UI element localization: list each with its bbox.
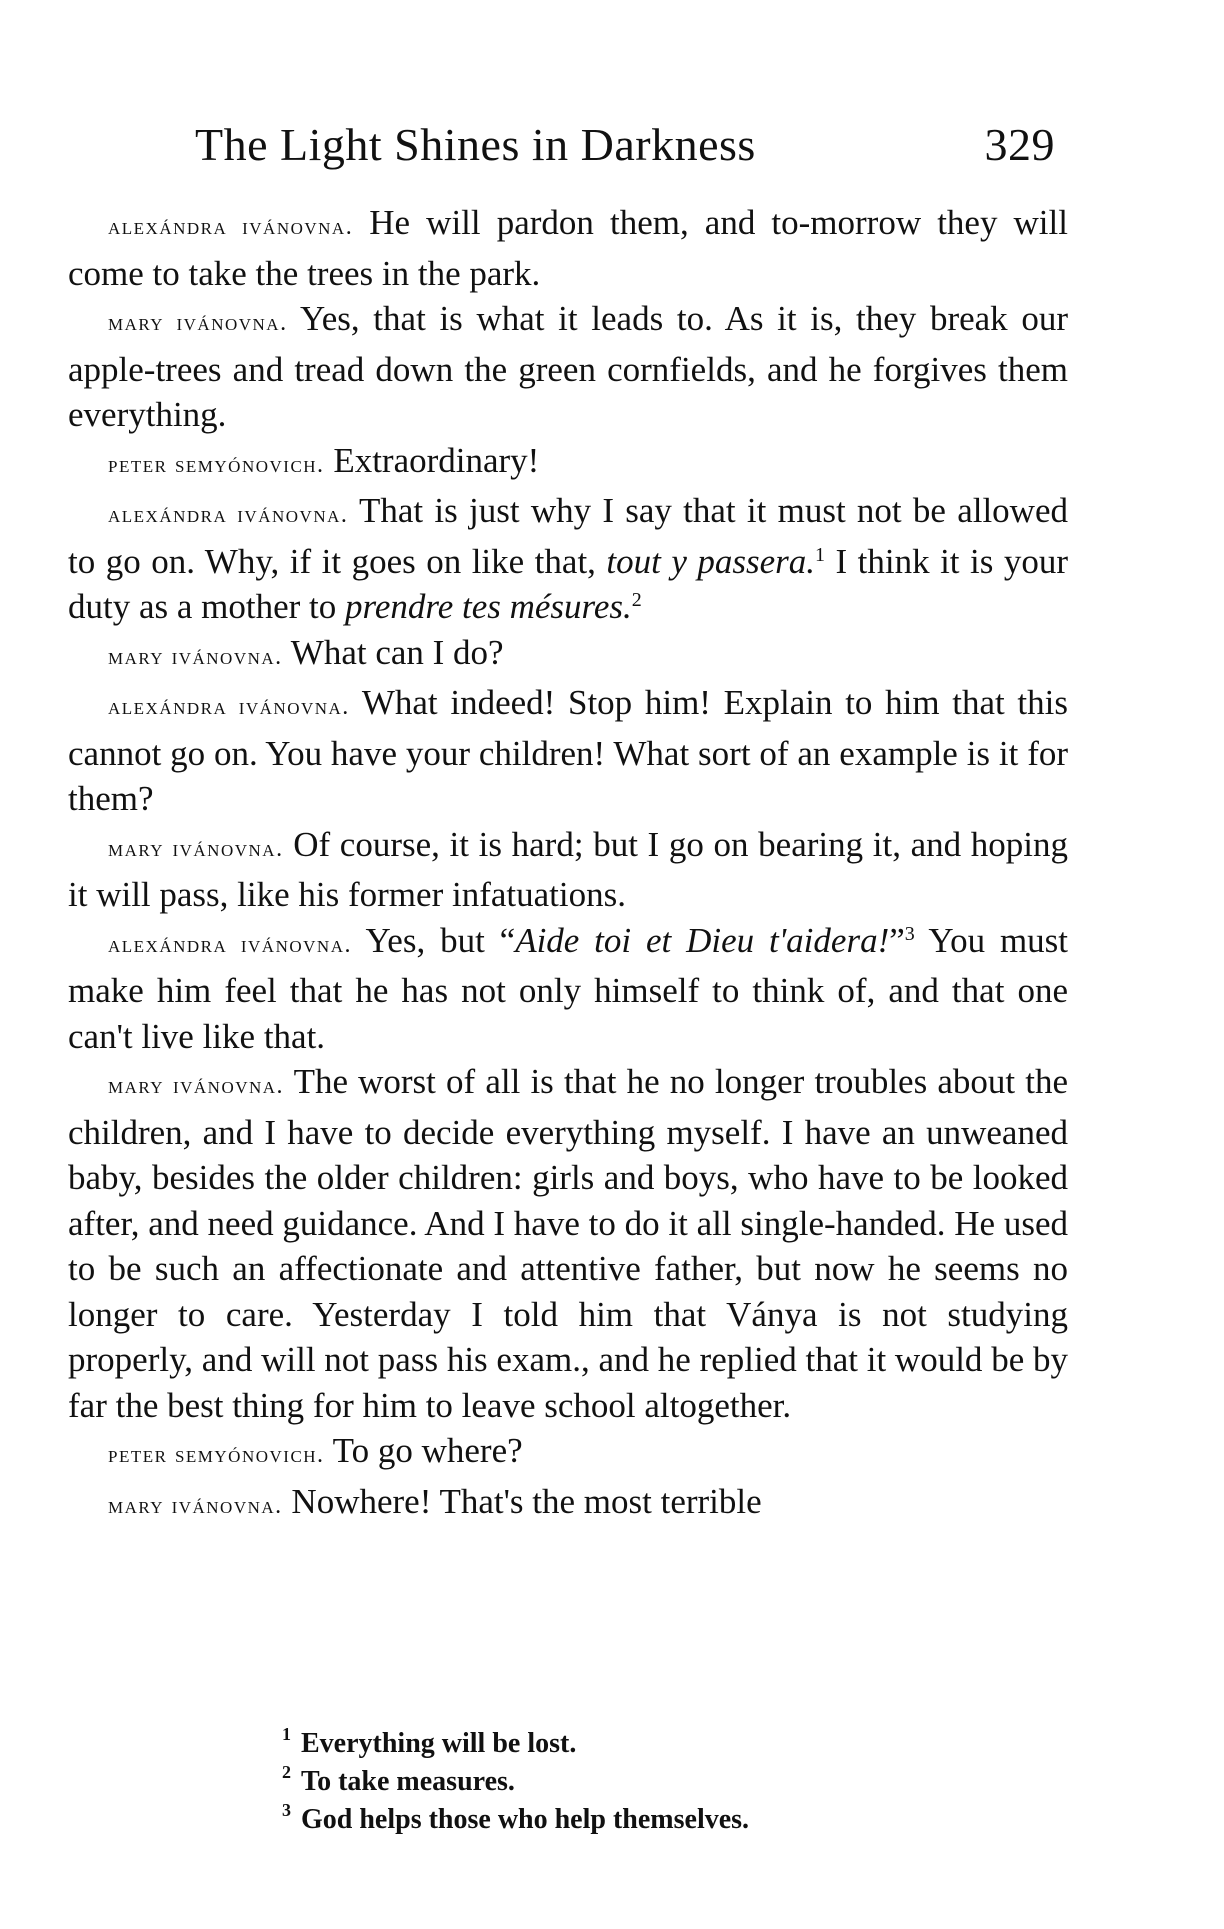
speech-text: He will pardon them, and to-morrow they will come to take the trees in the park. xyxy=(68,203,1068,293)
footnote-reference: 3 xyxy=(904,922,915,945)
speech-text: That is just why I say that it must not be allowed to go on. Why, if it goes on like that, xyxy=(68,491,1068,581)
dialogue-paragraph xyxy=(68,296,1068,438)
footnote xyxy=(282,1725,982,1763)
page-number: 329 xyxy=(984,119,1055,170)
dialogue-paragraph xyxy=(68,1059,1068,1428)
footnote-text: God helps those who help themselves. xyxy=(301,1804,750,1835)
speaker-name: peter semyónovich. xyxy=(108,451,325,478)
speaker-name: mary ivánovna. xyxy=(108,643,283,670)
speech-text: Yes, but “ xyxy=(351,920,516,960)
footnote xyxy=(282,1763,982,1801)
speech-text: What can I do? xyxy=(282,632,504,672)
speech-italic-text: prendre tes mésures. xyxy=(345,587,632,626)
speech-text: You must make him feel that he has not only himself to think of, and that one can't live like that. xyxy=(68,920,1069,1056)
speech-italic-text: Aide toi et Dieu t'aidera! xyxy=(515,920,890,960)
speech-text: I think it is your duty as a mother to xyxy=(68,541,1068,626)
speaker-name: mary ivánovna. xyxy=(108,835,284,862)
speaker-name: alexándra ivánovna. xyxy=(108,694,350,720)
speech-text: What indeed! Stop him! Explain to him that this cannot go on. You have your children! What sort of an example is it for them? xyxy=(68,683,1068,818)
running-title: The Light Shines in Darkness xyxy=(195,119,756,170)
footnote-text: To take measures. xyxy=(301,1766,515,1797)
speech-text: Nowhere! That's the most terrible xyxy=(282,1481,762,1521)
footnote-reference: 1 xyxy=(815,543,826,566)
speaker-name: mary ivánovna. xyxy=(108,1492,283,1519)
speaker-name: mary ivánovna. xyxy=(108,1073,285,1099)
dialogue-body xyxy=(68,200,1068,1529)
dialogue-paragraph xyxy=(68,438,1068,489)
footnote-mark: 1 xyxy=(282,1724,291,1744)
speech-text: Of course, it is hard; but I go on bearing it, and hoping it will pass, like his former infatuations. xyxy=(68,824,1068,914)
dialogue-paragraph xyxy=(68,680,1068,822)
speaker-name: alexándra ivánovna. xyxy=(108,214,354,240)
speech-text: The worst of all is that he no longer troubles about the children, and I have to decide everything myself. I have an unweaned baby, besides the older children: girls and boys, who have to be looked after, and need guidance. And I have to do it all single-handed. He used to be such an affectionate and attentive father, but now he seems no longer to care. Yesterday I told him that Ványa is not studying properly, and will not pass his exam., and he replied that it would be by far the best thing for him to leave school altogether. xyxy=(68,1062,1068,1425)
dialogue-paragraph xyxy=(68,200,1068,296)
speaker-name: alexándra ivánovna. xyxy=(108,931,352,958)
speaker-name: mary ivánovna. xyxy=(108,310,288,336)
dialogue-paragraph xyxy=(68,822,1068,918)
speech-text: ” xyxy=(889,920,905,960)
footnote xyxy=(282,1801,982,1839)
speaker-name: peter semyónovich. xyxy=(108,1442,325,1468)
speaker-name: alexándra ivánovna. xyxy=(108,502,349,528)
dialogue-paragraph xyxy=(68,630,1068,681)
speech-text: To go where? xyxy=(324,1431,523,1470)
footnote-mark: 3 xyxy=(282,1800,291,1820)
footnote-text: Everything will be lost. xyxy=(301,1728,577,1759)
dialogue-paragraph xyxy=(68,1428,1068,1479)
dialogue-paragraph xyxy=(68,918,1068,1060)
speech-italic-text: tout y passera. xyxy=(606,541,816,581)
speech-text: Extraordinary! xyxy=(324,440,540,480)
footnotes xyxy=(282,1725,982,1839)
dialogue-paragraph xyxy=(68,1479,1068,1530)
footnote-reference: 2 xyxy=(631,589,642,611)
footnote-mark: 2 xyxy=(282,1762,291,1782)
dialogue-paragraph xyxy=(68,488,1068,630)
running-header xyxy=(195,118,1055,188)
speech-text: Yes, that is what it leads to. As it is, they break our apple-trees and tread down the green cornfields, and he forgives them everything. xyxy=(68,299,1068,434)
